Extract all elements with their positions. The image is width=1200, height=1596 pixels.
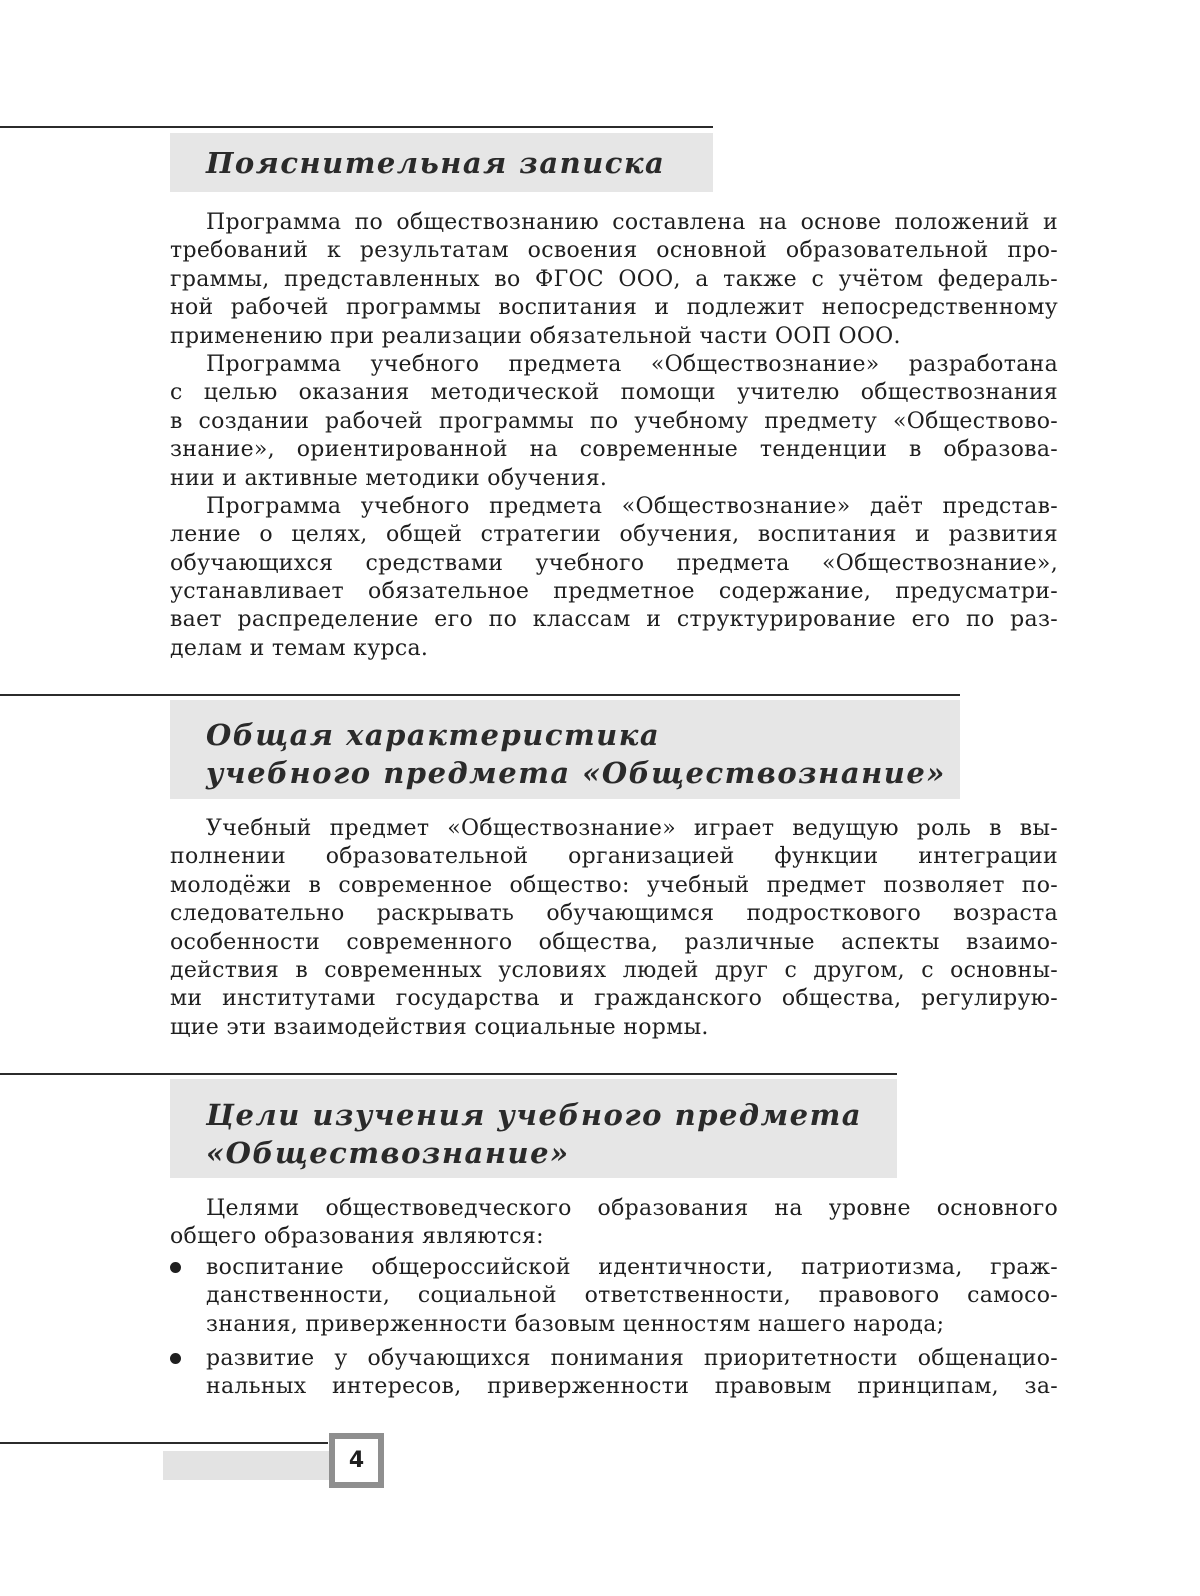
text-line: развитие у обучающихся понимания приоритетности общенацио-	[206, 1345, 1058, 1371]
text-line: действия в современных условиях людей друг с другом, с основны-	[170, 957, 1058, 983]
text-line: знание», ориентированной на современные тенденции в образова-	[170, 437, 1058, 463]
page-number-box	[329, 1433, 384, 1488]
section-rule	[0, 1073, 897, 1075]
text-line: особенности современного общества, различные аспекты взаимо-	[170, 929, 1058, 955]
text-line: знания, приверженности базовым ценностям нашего народа;	[206, 1311, 945, 1337]
section-title-line: «Обществознание»	[206, 1136, 570, 1170]
text-line: Программа по обществознанию составлена на основе положений и	[206, 210, 1058, 235]
bullet-icon	[170, 1353, 181, 1364]
text-line: общего образования являются:	[170, 1224, 544, 1250]
text-line: ной рабочей программы воспитания и подлежит непосредственному	[170, 295, 1058, 321]
footer-rule	[0, 1442, 328, 1444]
text-line: Программа учебного предмета «Обществознание» даёт представ-	[206, 493, 1058, 519]
text-line: следовательно раскрывать обучающимся подросткового возраста	[170, 901, 1058, 927]
footer-bar	[163, 1451, 329, 1480]
text-line: щие эти взаимодействия социальные нормы.	[170, 1014, 709, 1040]
page-number: 4	[335, 1439, 378, 1482]
text-line: с целью оказания методической помощи учителю обществознания	[170, 380, 1058, 406]
section-body	[170, 815, 1058, 1042]
text-line: обучающихся средствами учебного предмета «Обществознание»,	[170, 550, 1058, 576]
section-body	[170, 1195, 1058, 1402]
text-line: Целями обществоведческого образования на уровне основного	[206, 1196, 1058, 1221]
text-line: полнении образовательной организацией функции интеграции	[170, 844, 1058, 870]
text-line: воспитание общероссийской идентичности, патриотизма, граж-	[206, 1254, 1058, 1280]
text-line: устанавливает обязательное предметное содержание, предусматри-	[170, 579, 1058, 605]
list-item	[170, 1254, 1058, 1339]
text-line: граммы, представленных во ФГОС ООО, а также с учётом федераль-	[170, 266, 1058, 292]
section-title-line: Цели изучения учебного предмета	[206, 1098, 863, 1132]
text-line: делам и темам курса.	[170, 635, 429, 661]
section-heading-box	[170, 1079, 897, 1178]
text-line: молодёжи в современное общество: учебный предмет позволяет по-	[170, 872, 1058, 898]
text-line: нальных интересов, приверженности правовым принципам, за-	[206, 1374, 1058, 1400]
section-title: Пояснительная записка	[206, 146, 666, 180]
text-line: в создании рабочей программы по учебному предмету «Обществово-	[170, 408, 1058, 434]
section-body	[170, 209, 1058, 663]
section-rule	[0, 126, 713, 128]
text-line: ление о целях, общей стратегии обучения, воспитания и развития	[170, 522, 1058, 548]
list-item	[170, 1345, 1058, 1402]
text-line: данственности, социальной ответственности, правового самосо-	[206, 1283, 1058, 1309]
text-line: ми институтами государства и гражданского общества, регулирую-	[170, 986, 1058, 1012]
text-line: требований к результатам освоения основной образовательной про-	[170, 238, 1058, 264]
section-heading-box	[170, 700, 960, 799]
text-line: применению при реализации обязательной части ООП ООО.	[170, 323, 901, 349]
section-title-line: Общая характеристика	[206, 718, 661, 752]
bullet-icon	[170, 1262, 181, 1273]
section-title-line: учебного предмета «Обществознание»	[206, 756, 946, 790]
text-line: Программа учебного предмета «Обществознание» разработана	[206, 351, 1058, 377]
text-line: Учебный предмет «Обществознание» играет ведущую роль в вы-	[206, 816, 1058, 841]
section-rule	[0, 694, 960, 696]
section-heading-box	[170, 133, 713, 192]
text-line: нии и активные методики обучения.	[170, 465, 608, 491]
text-line: вает распределение его по классам и структурирование его по раз-	[170, 607, 1058, 633]
